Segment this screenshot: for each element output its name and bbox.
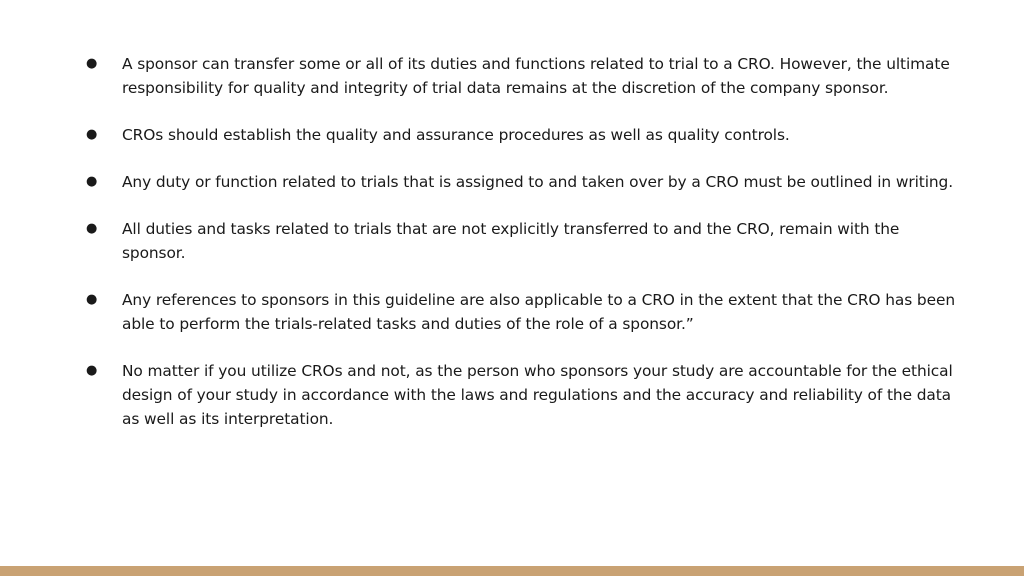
list-item	[86, 217, 958, 265]
list-item	[86, 288, 958, 336]
bullet-text: All duties and tasks related to trials that are not explicitly transferred to and the CRO, remain with the sponsor.	[122, 220, 900, 262]
list-item	[86, 170, 958, 194]
list-item	[86, 123, 958, 147]
bullet-dot-icon: ●	[86, 56, 98, 71]
bullet-text: Any references to sponsors in this guideline are also applicable to a CRO in the extent that the CRO has been able to perform the trials-related tasks and duties of the role of a sponsor.”	[122, 291, 955, 333]
bullet-dot-icon: ●	[86, 363, 98, 378]
footer-accent-bar	[0, 566, 1024, 576]
bullet-text: A sponsor can transfer some or all of its duties and functions related to trial to a CRO. However, the ultimate responsibility for quality and integrity of trial data remains at the discretion of the company sponsor.	[122, 55, 950, 97]
bullet-dot-icon: ●	[86, 292, 98, 307]
bullet-dot-icon: ●	[86, 174, 98, 189]
bullet-text: Any duty or function related to trials that is assigned to and taken over by a CRO must be outlined in writing.	[122, 173, 953, 191]
bullet-text: CROs should establish the quality and assurance procedures as well as quality controls.	[122, 126, 790, 144]
list-item	[86, 52, 958, 100]
bullet-dot-icon: ●	[86, 221, 98, 236]
list-item	[86, 359, 958, 431]
bullet-dot-icon: ●	[86, 127, 98, 142]
bullet-list	[86, 52, 958, 454]
bullet-text: No matter if you utilize CROs and not, as the person who sponsors your study are accountable for the ethical design of your study in accordance with the laws and regulations and the accuracy and reliability of the data as well as its interpretation.	[122, 362, 953, 428]
